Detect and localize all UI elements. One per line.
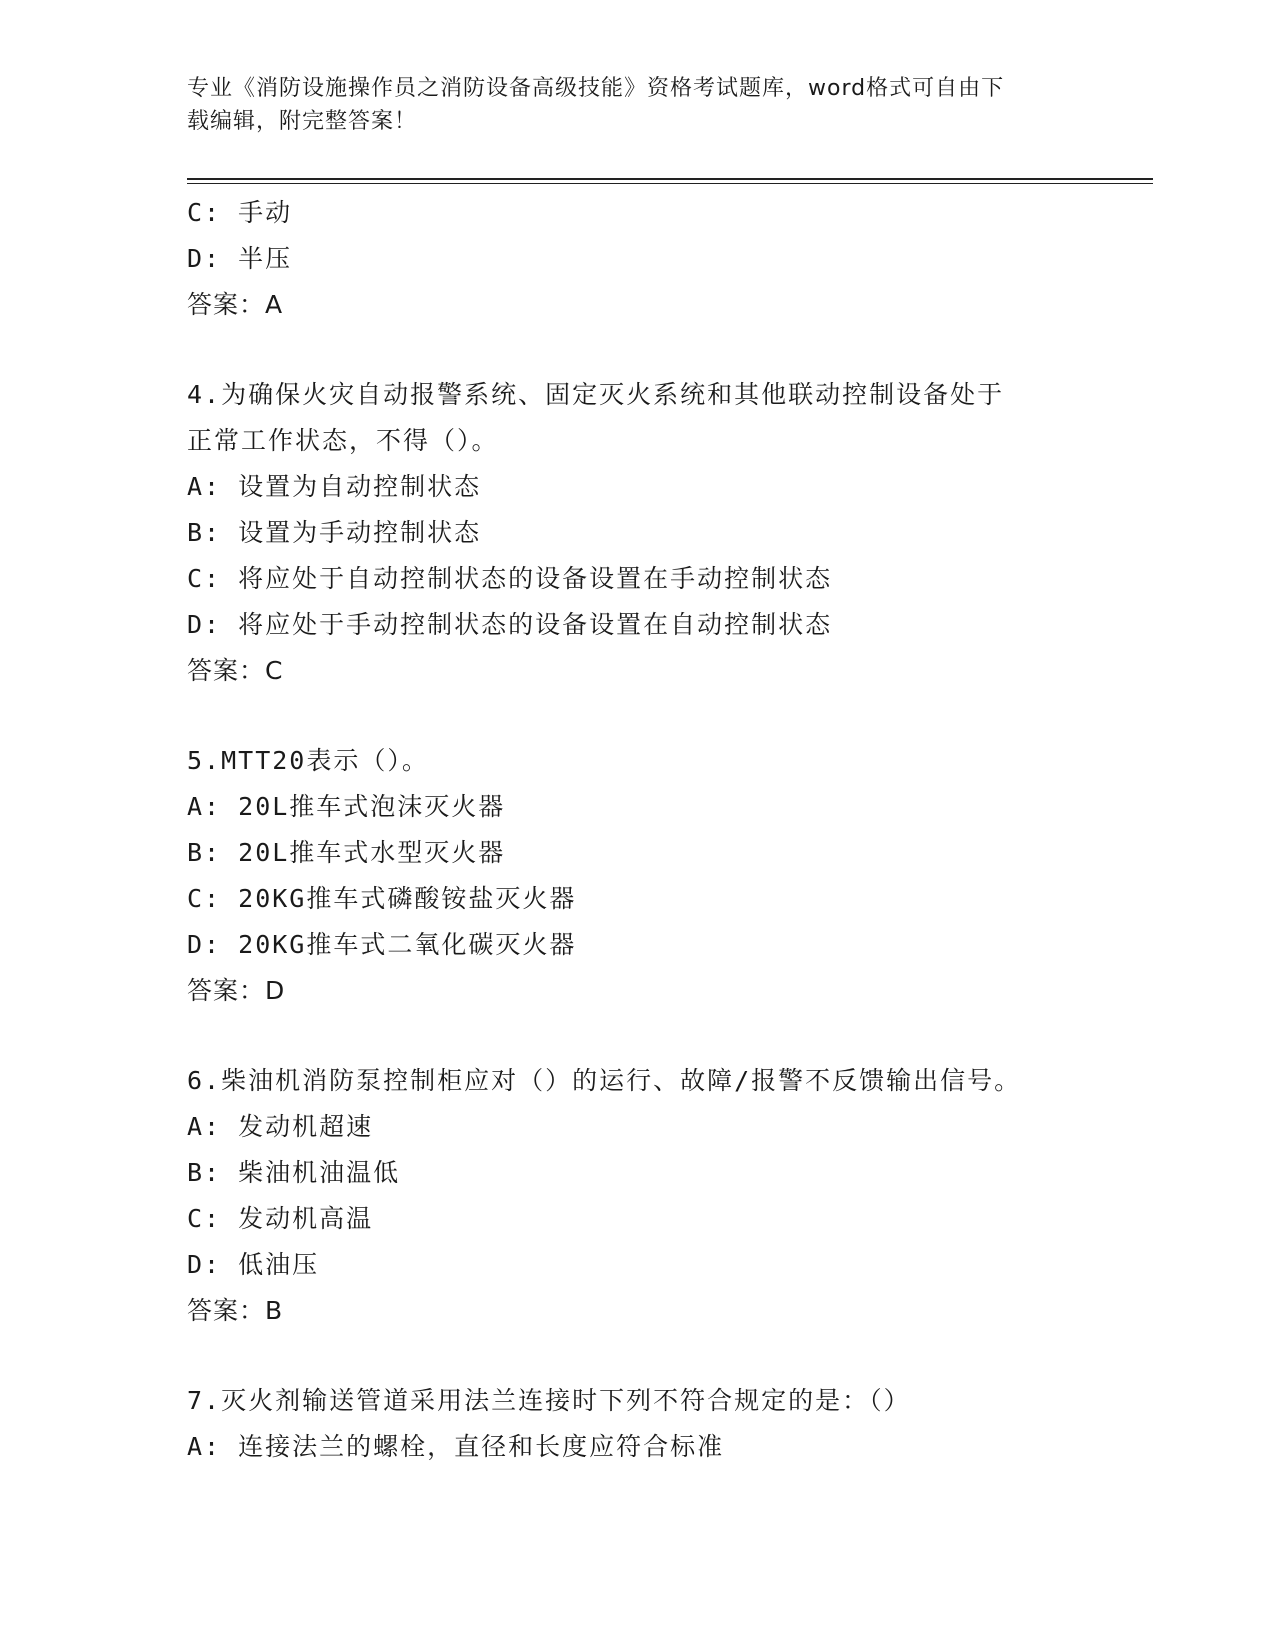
answer: 答案：B [187, 1296, 284, 1325]
option-b: B: 20L推车式水型灭火器 [187, 838, 506, 867]
answer: 答案：A [187, 290, 284, 319]
question-stem: 6.柴油机消防泵控制柜应对（）的运行、故障/报警不反馈输出信号。 [187, 1066, 1022, 1095]
option-d: D: 将应处于手动控制状态的设备设置在自动控制状态 [187, 610, 833, 639]
option-b: B: 设置为手动控制状态 [187, 518, 482, 547]
question-4 [187, 372, 1147, 694]
question-stem-continued: 正常工作状态，不得（）。 [187, 426, 499, 455]
option-d: D: 低油压 [187, 1250, 320, 1279]
question-6 [187, 1058, 1147, 1334]
question-stem: 5.MTT20表示（）。 [187, 746, 429, 775]
option-a: A: 20L推车式泡沫灭火器 [187, 792, 506, 821]
header-divider-thin [187, 183, 1153, 184]
option-c: C: 发动机高温 [187, 1204, 374, 1233]
option-c: C: 20KG推车式磷酸铵盐灭火器 [187, 884, 577, 913]
option-a: A: 连接法兰的螺栓，直径和长度应符合标准 [187, 1432, 725, 1461]
question-5 [187, 738, 1147, 1014]
header-line-1: 专业《消防设施操作员之消防设备高级技能》资格考试题库，word格式可自由下 [187, 76, 1005, 101]
option-b: B: 柴油机油温低 [187, 1158, 401, 1187]
spacer [187, 1014, 1147, 1058]
answer: 答案：C [187, 656, 284, 685]
option-c: C: 将应处于自动控制状态的设备设置在手动控制状态 [187, 564, 833, 593]
option-a: A: 发动机超速 [187, 1112, 374, 1141]
header-divider-thick [187, 178, 1153, 180]
header-line-2: 载编辑，附完整答案！ [187, 109, 418, 134]
option-d: D: 20KG推车式二氧化碳灭火器 [187, 930, 577, 959]
spacer [187, 694, 1147, 738]
option-a: A: 设置为自动控制状态 [187, 472, 482, 501]
question-7 [187, 1378, 1147, 1470]
spacer [187, 1334, 1147, 1378]
option-d: D: 半压 [187, 244, 293, 273]
question-3 [187, 190, 1147, 328]
option-c: C: 手动 [187, 198, 293, 227]
question-stem: 7.灭火剂输送管道采用法兰连接时下列不符合规定的是：（） [187, 1386, 911, 1415]
document-header [187, 72, 1067, 138]
spacer [187, 328, 1147, 372]
question-stem: 4.为确保火灾自动报警系统、固定灭火系统和其他联动控制设备处于 [187, 380, 1005, 409]
answer: 答案：D [187, 976, 286, 1005]
question-list [187, 190, 1147, 1470]
